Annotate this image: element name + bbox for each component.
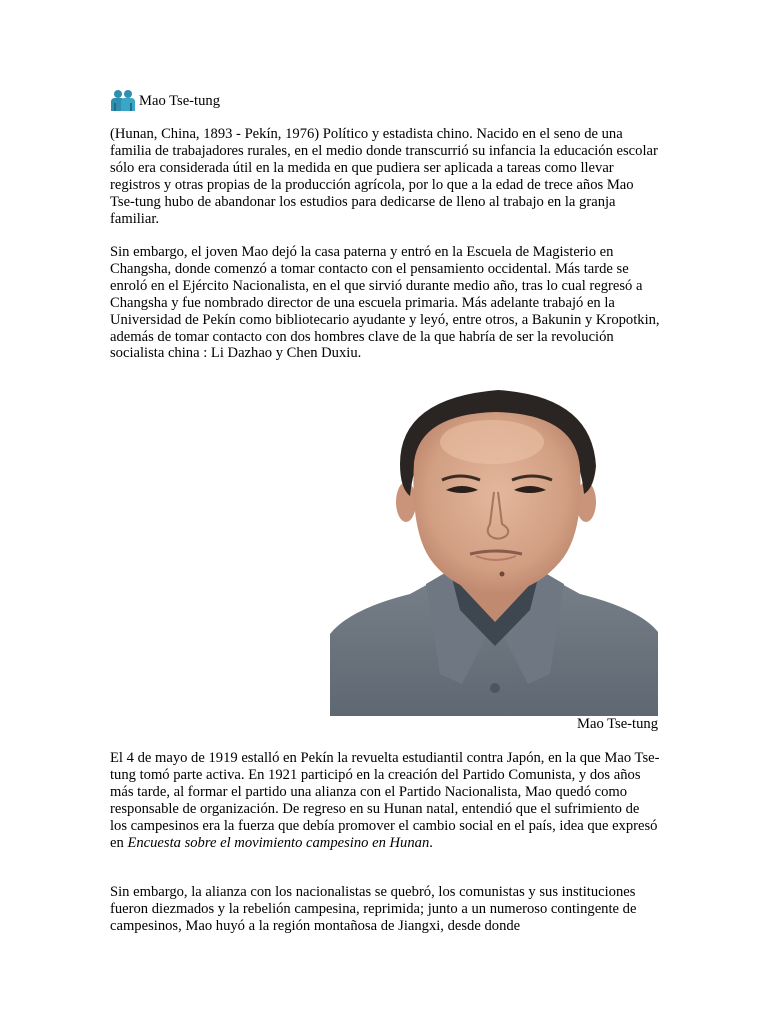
- document-title-row: [110, 86, 220, 110]
- people-icon: [110, 89, 136, 111]
- portrait-image: [330, 384, 658, 716]
- paragraph-3-italic-title: Encuesta sobre el movimiento campesino en Hunan: [127, 834, 430, 851]
- paragraph-3: [110, 750, 660, 851]
- portrait-photo: [330, 384, 658, 716]
- document-title: Mao Tse-tung: [139, 93, 220, 109]
- paragraph-3-end: .: [429, 834, 433, 851]
- photo-caption: Mao Tse-tung: [577, 716, 658, 732]
- paragraph-4: Sin embargo, la alianza con los nacionalistas se quebró, los comunistas y sus instituciones fueron diezmados y la rebelión campesina, reprimida; junto a un numeroso contingente de campesinos, Mao huyó a la región montañosa de Jiangxi, desde donde: [110, 884, 637, 934]
- paragraph-2: Sin embargo, el joven Mao dejó la casa paterna y entró en la Escuela de Magisterio en Changsha, donde comenzó a tomar contacto con el pensamiento occidental. Más tarde se enroló en el Ejército Nacionalista, en el que sirvió durante medio año, tras lo cual regresó a Changsha y fue nombrado director de una escuela primaria. Más adelante trabajó en la Universidad de Pekín como bibliotecario ayudante y leyó, entre otros, a Bakunin y Kropotkin, además de tomar contacto con dos hombres clave de la que habría de ser la revolución socialista china : Li Dazhao y Chen Duxiu.: [110, 244, 660, 362]
- paragraph-3-text: El 4 de mayo de 1919 estalló en Pekín la revuelta estudiantil contra Japón, en la que Mao Tse-tung tomó parte activa. En 1921 participó en la creación del Partido Comunista, y dos años más tarde, al formar el partido una alianza con el Partido Nacionalista, Mao quedó como responsable de organización. De regreso en su Hunan natal, entendió que el sufrimiento de los campesinos era la fuerza que debía promover el cambio social en el país, idea que expresó en: [110, 750, 660, 851]
- paragraph-1: (Hunan, China, 1893 - Pekín, 1976) Político y estadista chino. Nacido en el seno de una familia de trabajadores rurales, en el medio donde transcurrió su infancia la educación escolar sólo era considerada útil en la medida en que pudiera ser aplicada a tareas como llevar registros y otras propias de la producción agrícola, por lo que a la edad de trece años Mao Tse-tung hubo de abandonar los estudios para dedicarse de lleno al trabajo en la granja familiar.: [110, 126, 658, 227]
